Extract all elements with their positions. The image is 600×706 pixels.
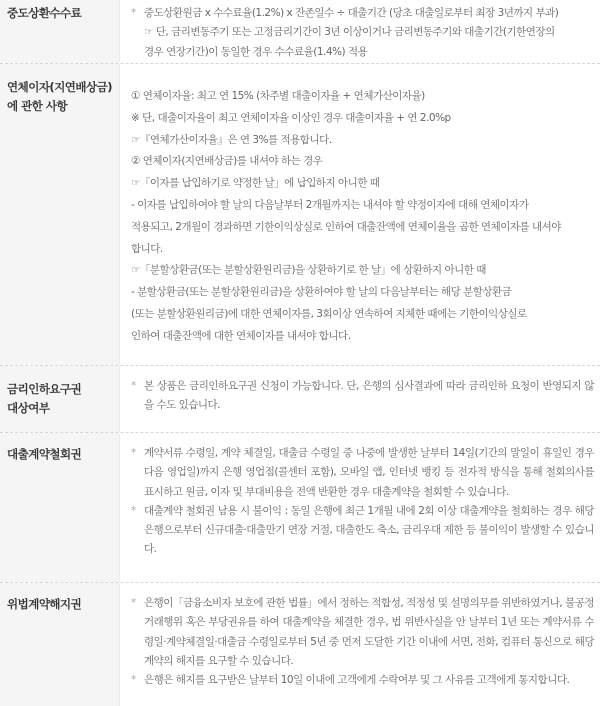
section-illegal-contract-termination bbox=[0, 583, 600, 706]
bullet-text: * 은행은 해지를 요구받은 날부터 10일 이내에 고객에게 수락여부 및 그 사유를 고객에게 통지합니다. bbox=[131, 671, 594, 690]
section-withdrawal-right bbox=[0, 433, 600, 582]
bullet-text: * 본 상품은 금리인하요구권 신청이 가능합니다. 단, 은행의 심사결과에 따라 금리인하 요청이 반영되지 않을 수도 있습니다. bbox=[131, 377, 594, 416]
body-line: ① 연체이자율: 최고 연 15% (차주별 대출이자율 + 연체가산이자율) bbox=[131, 90, 425, 102]
body-line: 합니다. bbox=[131, 242, 163, 255]
body-line: - 이자를 납입하여야 할 날의 다음날부터 2개월까지는 내셔야 할 약정이자에 대해 연체이자가 bbox=[131, 198, 529, 211]
section-late-interest bbox=[0, 64, 600, 365]
body-line: - 분할상환금(또는 분할상환원리금)을 상환하여야 할 날의 다음날부터는 해당 분할상환금 bbox=[131, 286, 512, 299]
section-title-line: 연체이자(지연배상금) bbox=[7, 80, 112, 94]
section-title-line: 에 관한 사항 bbox=[7, 99, 68, 113]
section-title: 중도상환수수료 bbox=[0, 0, 120, 63]
bullet-text: * 계약서류 수령일, 계약 체결일, 대출금 수령일 중 나중에 발생한 날부터 14일(기간의 말일이 휴일인 경우 다음 영업일)까지 은행 영업점(콜센터 포함), 모바일 앱, 인터넷 뱅킹 등 전자적 방식을 통해 철회의사를 표시하고 원금, 이자 및 부대비용을 전액 반환한 경우 대출계약을 철회할 수 있습니다. bbox=[131, 444, 594, 502]
section-title bbox=[0, 64, 120, 365]
bullet-text: * 은행이「금융소비자 보호에 관한 법률」에서 정하는 적합성, 적정성 및 설명의무를 위반하였거나, 불공정거래행위 혹은 부당권유를 하여 대출계약을 체결한 경우, 법 위반사실을 안 날부터 1년 또는 계약서류 수령일·계약체결일·대출금 수령일로부터 5년 중 먼저 도달한 기간 이내에 서면, 전화, 컴퓨터 통신으로 해당 계약의 해지를 요구할 수 있습니다. bbox=[131, 594, 594, 671]
section-title-line: 대상여부 bbox=[7, 401, 50, 415]
body-line: ※ 단, 대출이자율이 최고 연체이자율 이상인 경우 대출이자율 + 연 2.0%p bbox=[131, 111, 451, 124]
note-text: 경우 연장기간)이 동일한 경우 수수료율(1.4%) 적용 bbox=[144, 45, 368, 58]
body-line: ☞「이자를 납입하기로 약정한 날」에 납입하지 아니한 때 bbox=[131, 177, 380, 190]
body-line: ② 연체이자(지연배상금)를 내셔야 하는 경우 bbox=[131, 155, 323, 168]
body-line: ☞「분할상환금(또는 분할상환원리금)을 상환하기로 한 날」에 상환하지 아니한 때 bbox=[131, 264, 486, 277]
bullet-text: * 중도상환원금 x 수수료율(1.2%) x 잔존일수 ÷ 대출기간 (당초 대출일로부터 최장 3년까지 부과) bbox=[131, 4, 594, 23]
bullet-text: * 대출계약 철회권 남용 시 불이익 : 동일 은행에 최근 1개월 내에 2회 이상 대출계약을 철회하는 경우 해당 은행으로부터 신규대출·대출만기 연장 거절, 대출한도 축소, 금리우대 제한 등 불이익이 발생할 수 있습니다. bbox=[131, 502, 594, 560]
section-title: 대출계약철회권 bbox=[0, 433, 120, 582]
section-rate-cut-request bbox=[0, 366, 600, 432]
body-line: 적용되고, 2개월이 경과하면 기한이익상실로 인하여 대출잔액에 연체이율을 곱한 연체이자를 내셔야 bbox=[131, 220, 561, 233]
body-line: 인하여 대출잔액에 대한 연체이자를 내셔야 합니다. bbox=[131, 329, 351, 342]
body-line: ☞『연체가산이자율』은 연 3%를 적용합니다. bbox=[131, 133, 332, 146]
section-early-repayment-fee bbox=[0, 0, 600, 63]
section-title bbox=[0, 366, 120, 432]
section-title: 위법계약해지권 bbox=[0, 583, 120, 706]
body-line: (또는 분할상환원리금)에 대한 연체이자를, 3회이상 연속하여 지체한 때에는 기한이익상실로 bbox=[131, 307, 527, 320]
section-title-line: 금리인하요구권 bbox=[7, 382, 82, 396]
note-text: ☞ 단, 금리변동주기 또는 고정금리기간이 3년 이상이거나 금리변동주기와 대출기간(기한연장의 bbox=[144, 26, 555, 39]
